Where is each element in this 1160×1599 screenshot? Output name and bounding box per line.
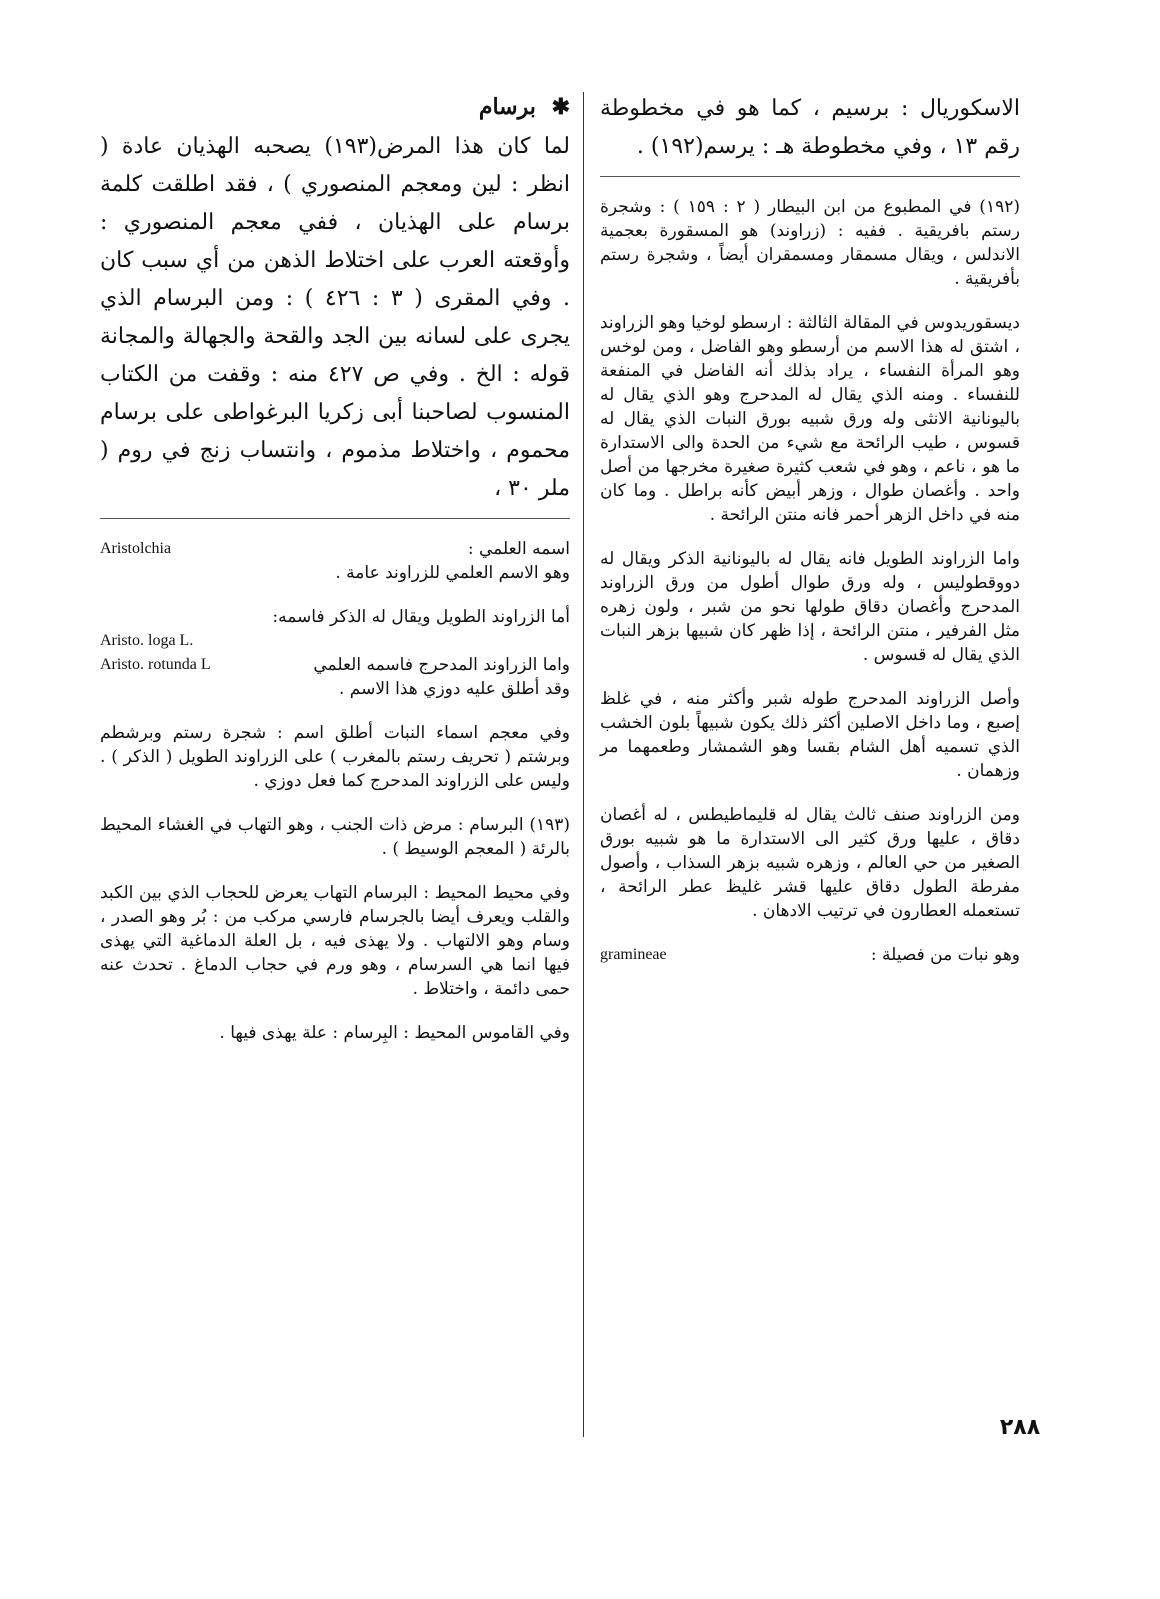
round-aristolochia-label: واما الزراوند المدحرج فاسمه العلمي (313, 655, 570, 675)
page-number: ٢٨٨ (999, 1415, 1041, 1440)
scientific-name-label: اسمه العلمي : (467, 539, 570, 559)
footnote-separator-left (100, 518, 570, 519)
family-line (600, 943, 1020, 967)
right-main-text: الاسكوريال : برسيم ، كما هو في مخطوطة رقم ١٣ ، وفي مخطوطة هـ : يرسم(١٩٢) . (600, 96, 1020, 159)
right-column (600, 90, 1020, 967)
dioscorides-note: ديسقوريدوس في المقالة الثالثة : ارسطو لوخيا وهو الزراوند ، اشتق له هذا الاسم من أرسطو وهو الفاضل ، ومن لوخس وهو المرأة النفساء ، يراد بذلك أنه الفاضل في المنفعة للنفساء . ومنه الذي يقال له المدحرج وهو الذي يقال له باليونانية الانثى وله ورق شبيه بورق النبات الذي يقال له قسوس ، طيب الرائحة مع شيء من الحدة والى الاستدارة ما هو ، ناعم ، وهو في شعب كثيرة صغيرة مخرجها من أصل واحد . وأغصان طوال ، وزهر أبيض كأنه براطل . وما كان منه في داخل الزهر أحمر فانه منتن الرائحة . (600, 313, 1020, 525)
round-root-note: وأصل الزراوند المدحرج طوله شبر وأكثر منه ، في غلظ إصبع ، وما داخل الاصلين أكثر ذلك يكون شبيهاً بلون الخشب الذي تسميه أهل الشام بقسا وهو الشمشار وطعمهما مر وزهمان . (600, 689, 1020, 781)
round-aristolochia-line (100, 653, 570, 677)
scientific-name-note: وهو الاسم العلمي للزراوند عامة . (335, 563, 570, 583)
muhit-note: وفي محيط المحيط : البرسام التهاب يعرض للحجاب الذي بين الكبد والقلب ويعرف أيضا بالجرسام فارسي مركب من : بُر وهو الصدر ، وسام وهو الالتهاب . ولا يهذى فيه ، بل العلة الدماغية التي يهذى فيها انما هي السرسام ، وهو ورم في حجاب الدماغ . تحدث عنه حمى دائمة ، واختلاط . (100, 883, 570, 999)
family-label: وهو نبات من فصيلة : (870, 945, 1020, 965)
long-aristolochia-latin-row (100, 629, 570, 653)
entry-headword: برسام (478, 94, 536, 120)
dozy-note: وقد أطلق عليه دوزي هذا الاسم . (338, 679, 570, 699)
left-main-text: لما كان هذا المرض(١٩٣) يصحبه الهذيان عادة ( انظر : لين ومعجم المنصوري ) ، فقد اطلقت كلمة برسام على الهذيان ، ففي معجم المنصوري : وأوقعته العرب على اختلاط الذهن من أي سبب كان . وفي المقرى ( ٣ : ٤٢٦ ) : ومن البرسام الذي يجرى على لسانه بين الجد والقحة والجهالة والمجانة قوله : الخ . وفي ص ٤٢٧ منه : وقفت من الكتاب المنسوب لصاحبنا أبى زكريا البرغواطى على برسام محموم ، واختلاط مذموم ، وانتساب زنج في روم ( ملر ٣٠ ، (100, 134, 571, 501)
long-aristolochia-label: أما الزراوند الطويل ويقال له الذكر فاسمه: (272, 607, 570, 627)
left-footnotes (100, 537, 570, 1045)
qamus-note: وفي القاموس المحيط : البِرسام : علة يهذى فيها . (219, 1023, 570, 1043)
footnote-separator-right (600, 176, 1020, 177)
long-aristolochia-latin: Aristo. loga L. (100, 632, 194, 649)
scientific-name-line (100, 537, 570, 561)
asterisk-icon: ✱ (551, 94, 570, 120)
scientific-name-latin: Aristolchia (100, 540, 172, 557)
right-footnotes (600, 195, 1020, 967)
entry-heading (100, 90, 570, 124)
left-column (100, 90, 570, 1065)
footnote-192: (١٩٢) في المطبوع من ابن البيطار ( ٢ : ١٥٩ ) : وشجرة رستم بافريقية . ففيه : (زراوند) هو المسقورة بعجمية الاندلس ، ويقال مسمقار ومسمقران أيضاً ، وشجرة رستم بأفريقية . (600, 197, 1020, 289)
family-latin: gramineae (600, 946, 667, 963)
column-divider (583, 92, 584, 1437)
plant-names-note: وفي معجم اسماء النبات أطلق اسم : شجرة رستم وبرشطم وبرشتم ( تحريف رستم بالمغرب ) على الزراوند الطويل ( الذكر ) . وليس على الزراوند المدحرج كما فعل دوزي . (100, 723, 570, 791)
long-aristolochia-note: واما الزراوند الطويل فانه يقال له باليونانية الذكر ويقال له دووقطوليس ، وله ورق طوال أطول من ورق الزراوند المدحرج وأغصان دقاق طولها نحو من شبر ، ولون زهره مثل الفرفير ، منتن الرائحة ، إذا ظهر كان شبيها بزهر النبات الذي يقال له قسوس . (600, 549, 1020, 665)
third-kind-note: ومن الزراوند صنف ثالث يقال له قليماطيطس ، له أغصان دقاق ، عليها ورق كثير الى الاستدارة ما هو شبيه بورق الصغير من حي العالم ، وزهره شبيه بزهر السذاب ، وأصول مفرطة الطول دقاق عليها قشر غليظ عطر الرائحة ، تستعمله العطارون في ترتيب الادهان . (600, 805, 1020, 921)
footnote-193: (١٩٣) البرسام : مرض ذات الجنب ، وهو التهاب في الغشاء المحيط بالرئة ( المعجم الوسيط ) . (100, 815, 570, 859)
round-aristolochia-latin: Aristo. rotunda L (100, 656, 211, 673)
